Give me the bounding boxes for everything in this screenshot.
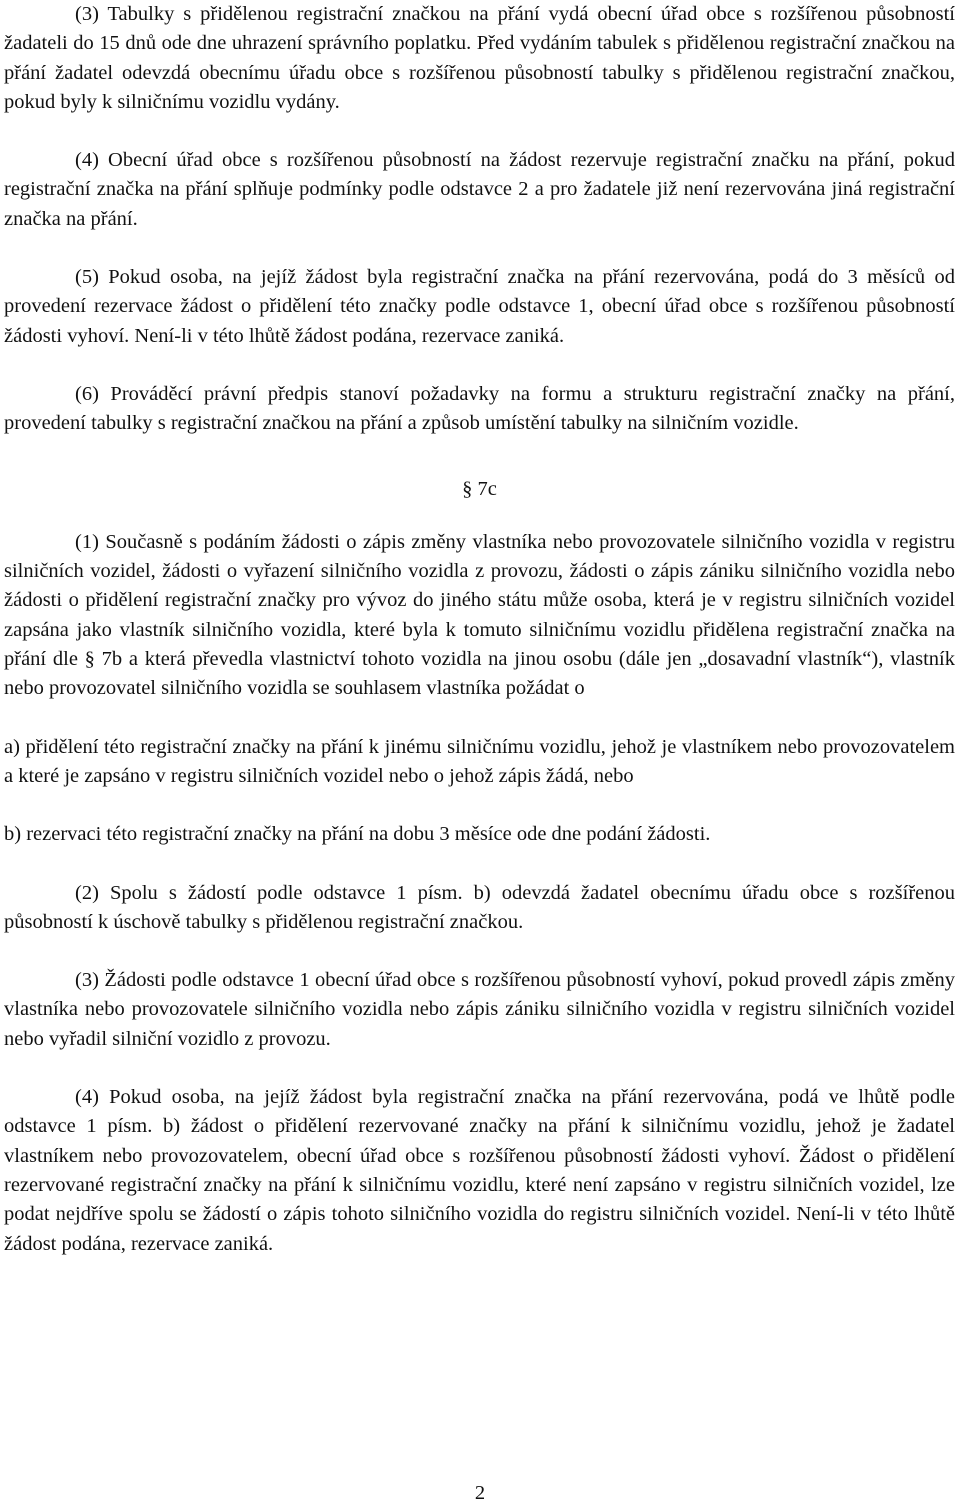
section-7c-paragraph-4: (4) Pokud osoba, na jejíž žádost byla registrační značka na přání rezervována, podá ve lhůtě podle odstavce 1 písm. b) žádost o přidělení rezervované značky na přání k silničnímu vozidlu, jehož je žadatel vlastníkem nebo provozovatelem, obecní úřad obce s rozšířenou působností žádosti vyhoví. Žádost o přidělení rezervované registrační značky na přání k silničnímu vozidlu, které není zapsáno v registru silničních vozidel, lze podat nejdříve spolu se žádostí o zápis tohoto silničního vozidla do registru silničních vozidel. Není-li v této lhůtě žádost podána, rezervace zaniká. bbox=[4, 1086, 955, 1255]
section-7c-paragraph-2: (2) Spolu s žádostí podle odstavce 1 písm. b) odevzdá žadatel obecnímu úřadu obce s rozšířenou působností k úschově tabulky s přidělenou registrační značkou. bbox=[4, 881, 955, 933]
section-heading-7c: § 7c bbox=[462, 477, 497, 500]
paragraph-6-implementing-regulation: (6) Prováděcí právní předpis stanoví požadavky na formu a strukturu registrační značky na přání, provedení tabulky s registrační značkou na přání a způsob umístění tabulky na silničním vozidle. bbox=[4, 382, 955, 435]
section-7c-item-b: b) rezervaci této registrační značky na přání na dobu 3 měsíce ode dne podání žádosti. bbox=[4, 823, 711, 846]
document-page bbox=[4, 0, 955, 1259]
section-7c-item-a: a) přidělení této registrační značky na přání k jinému silničnímu vozidlu, jehož je vlastníkem nebo provozovatelem a které je zapsáno v registru silničních vozidel nebo o jehož zápis žádá, nebo bbox=[4, 735, 955, 787]
section-7c-paragraph-3: (3) Žádosti podle odstavce 1 obecní úřad obce s rozšířenou působností vyhoví, pokud provedl zápis změny vlastníka nebo provozovatele silničního vozidla nebo zápis zániku silničního vozidla v registru silničních vozidel nebo vyřadil silniční vozidlo z provozu. bbox=[4, 969, 955, 1050]
paragraph-5-reservation-expiry: (5) Pokud osoba, na jejíž žádost byla registrační značka na přání rezervována, podá do 3 měsíců od provedení rezervace žádost o přidělení této značky podle odstavce 1, obecní úřad obce s rozšířenou působností žádosti vyhoví. Není-li v této lhůtě žádost podána, rezervace zaniká. bbox=[4, 266, 955, 347]
paragraph-3-license-plates-issuance: (3) Tabulky s přidělenou registrační značkou na přání vydá obecní úřad obce s rozšířenou působností žadateli do 15 dnů ode dne uhrazení správního poplatku. Před vydáním tabulek s přidělenou registrační značkou na přání žadatel odevzdá obecnímu úřadu obce s rozšířenou působností tabulky s přidělenou registrační značkou, pokud byly k silničnímu vozidlu vydány. bbox=[4, 3, 955, 113]
section-7c-paragraph-1: (1) Současně s podáním žádosti o zápis změny vlastníka nebo provozovatele silničního vozidla v registru silničních vozidel, žádosti o vyřazení silničního vozidla z provozu, žádosti o zápis zániku silničního vozidla nebo žádosti o přidělení registrační značky pro vývoz do jiného státu může osoba, která je v registru silničních vozidel zapsána jako vlastník silničního vozidla, které byla k tomuto silničnímu vozidlu přidělena registrační značka na přání dle § 7b a která převedla vlastnictví tohoto vozidla na jinou osobu (dále jen „dosavadní vlastník“), vlastník nebo provozovatel silničního vozidla se souhlasem vlastníka požádat o bbox=[4, 530, 955, 700]
paragraph-4-reservation: (4) Obecní úřad obce s rozšířenou působností na žádost rezervuje registrační značku na přání, pokud registrační značka na přání splňuje podmínky podle odstavce 2 a pro žadatele již není rezervována jiná registrační značka na přání. bbox=[4, 149, 955, 230]
page-number: 2 bbox=[474, 1482, 486, 1504]
